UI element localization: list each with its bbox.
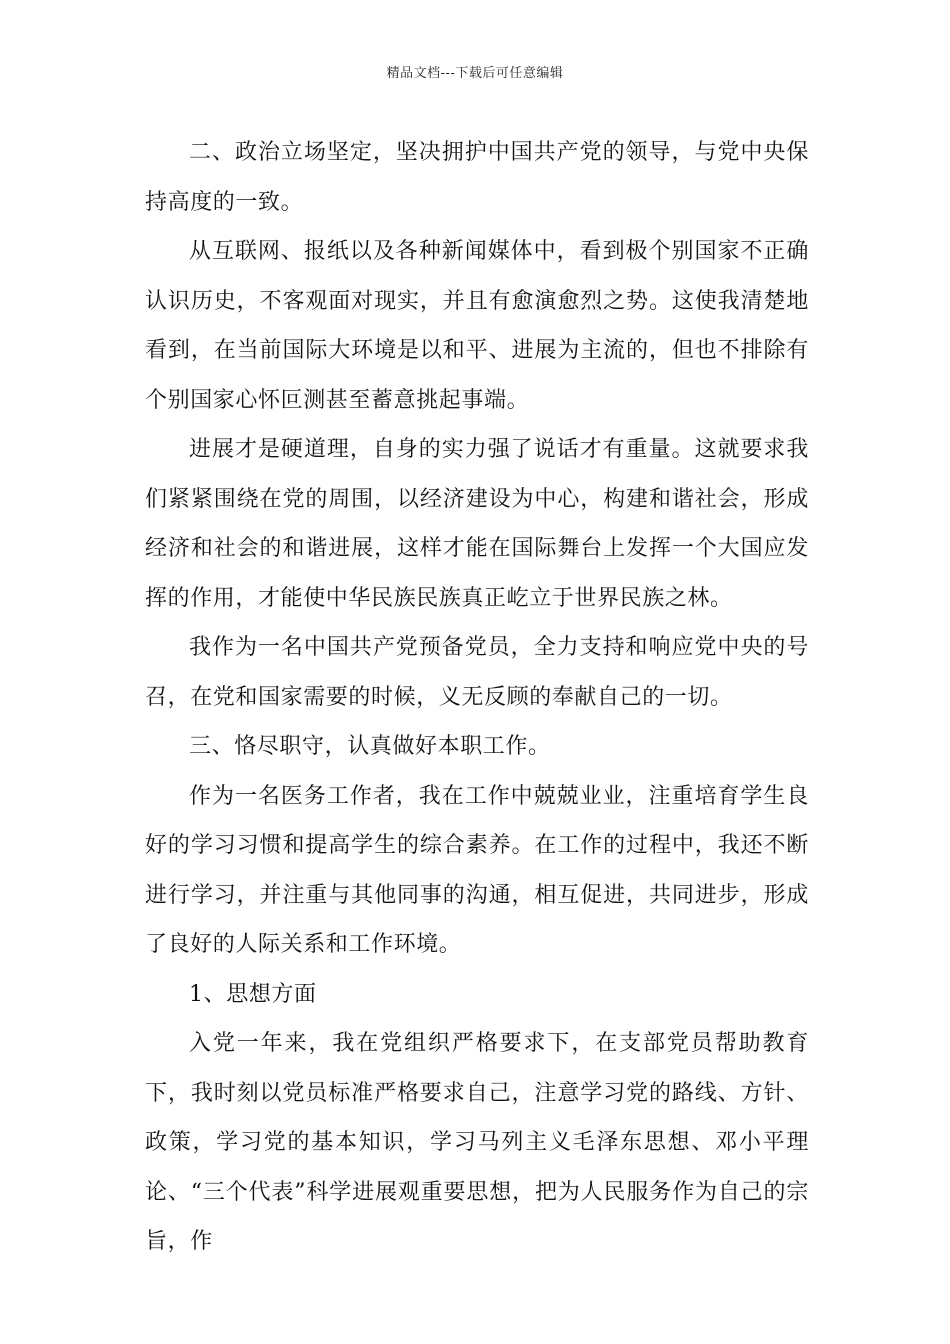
paragraph-probationary-member: 我作为一名中国共产党预备党员，全力支持和响应党中央的号召，在党和国家需要的时候，义无反顾的奉献自己的一切。 xyxy=(145,635,809,710)
paragraph-section-two-heading: 二、政治立场坚定，坚决拥护中国共产党的领导，与党中央保持高度的一致。 xyxy=(145,140,809,215)
paragraph-development: 进展才是硬道理，自身的实力强了说话才有重量。这就要求我们紧紧围绕在党的周围，以经济建设为中心，构建和谐社会，形成经济和社会的和谐进展，这样才能在国际舞台上发挥一个大国应发挥的作用，才能使中华民族民族真正屹立于世界民族之林。 xyxy=(145,437,809,611)
page-header: 精品文档---下载后可任意编辑 xyxy=(386,66,564,81)
paragraph-thought-heading: 1、思想方面 xyxy=(189,981,317,1007)
paragraph-one-year-review: 入党一年来，我在党组织严格要求下，在支部党员帮助教育下，我时刻以党员标准严格要求自己，注意学习党的路线、方针、政策，学习党的基本知识，学习马列主义毛泽东思想、邓小平理论、“三个代表”科学进展观重要思想，把为人民服务作为自己的宗旨，作 xyxy=(145,1031,809,1254)
paragraph-medical-work: 作为一名医务工作者，我在工作中兢兢业业，注重培育学生良好的学习习惯和提高学生的综合素养。在工作的过程中，我还不断进行学习，并注重与其他同事的沟通，相互促进，共同进步，形成了良好的人际关系和工作环境。 xyxy=(145,783,809,957)
paragraph-international-situation: 从互联网、报纸以及各种新闻媒体中，看到极个别国家不正确认识历史，不客观面对现实，并且有愈演愈烈之势。这使我清楚地看到，在当前国际大环境是以和平、进展为主流的，但也不排除有个别国家心怀叵测甚至蓄意挑起事端。 xyxy=(145,239,809,413)
paragraph-section-three-heading: 三、恪尽职守，认真做好本职工作。 xyxy=(189,734,551,759)
document-body xyxy=(145,128,809,1267)
